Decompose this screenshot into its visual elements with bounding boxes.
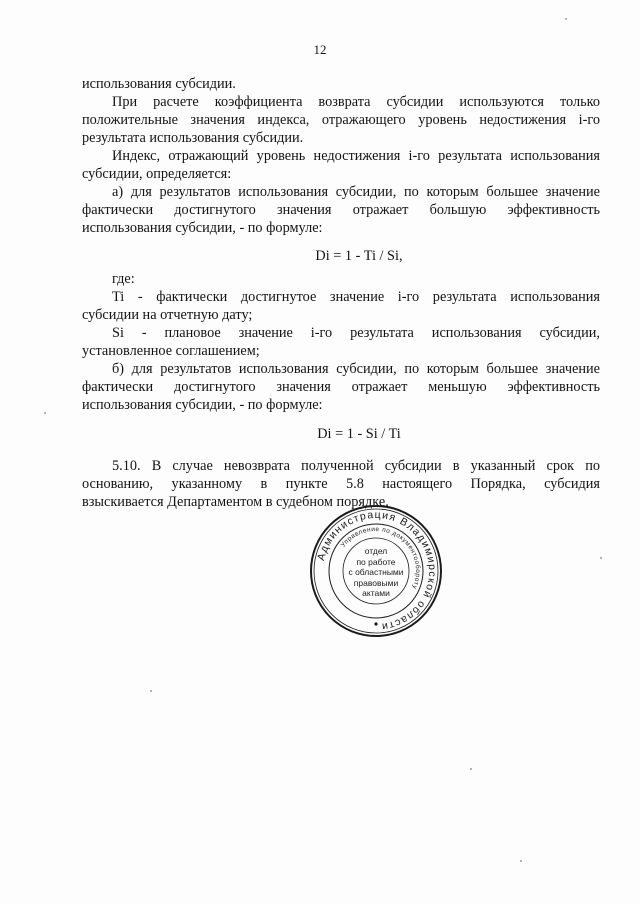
- formula-2: Di = 1 - Si / Ti: [317, 426, 401, 442]
- text-line: использования субсидии, - по формуле:: [82, 397, 323, 413]
- seal-center-line: с областными: [348, 567, 404, 577]
- scan-speck: [44, 412, 46, 414]
- text-line: взыскивается Департаментом в судебном порядке.: [82, 494, 389, 510]
- seal-center-text: [308, 546, 444, 599]
- text-line: установленное соглашением;: [82, 343, 260, 359]
- text-line: основанию, указанному в пункте 5.8 настоящего Порядка, субсидия: [82, 476, 600, 492]
- scan-speck: [600, 557, 602, 559]
- scan-speck: [565, 18, 567, 20]
- text-line: использования субсидии, - по формуле:: [82, 220, 323, 236]
- text-line: Индекс, отражающий уровень недостижения i-го результата использования: [112, 148, 600, 164]
- scan-speck: [470, 768, 472, 770]
- official-seal: [308, 503, 444, 639]
- seal-center-line: правовыми: [353, 577, 399, 588]
- text-line: положительные значения индекса, отражающего уровень недостижения i-го: [82, 112, 600, 128]
- seal-inner-text: Управление по документообороту: [339, 525, 422, 591]
- text-line: а) для результатов использования субсидии, по которым большее значение: [112, 184, 600, 200]
- seal-outer-text: Администрация Владимирской области: [315, 508, 439, 633]
- page-number: 12: [313, 42, 327, 57]
- scan-speck: [520, 860, 522, 862]
- seal-star-icon: [374, 622, 377, 625]
- text-line: При расчете коэффициента возврата субсидии используются только: [112, 94, 600, 110]
- text-line: субсидии, определяется:: [82, 166, 232, 182]
- text-line: Si - плановое значение i-го результата использования субсидии,: [112, 325, 600, 341]
- text-line: где:: [112, 271, 135, 287]
- seal-center-line: отдел: [364, 546, 388, 556]
- formula-1: Di = 1 - Ti / Si,: [315, 248, 403, 264]
- text-line: 5.10. В случае невозврата полученной субсидии в указанный срок по: [112, 458, 600, 474]
- text-line: фактически достигнутого значения отражает меньшую эффективность: [82, 379, 600, 395]
- seal-center-line: по работе: [356, 556, 396, 567]
- text-line: фактически достигнутого значения отражает большую эффективность: [82, 202, 600, 218]
- seal-center-line: актами: [362, 588, 390, 598]
- text-line: использования субсидии.: [82, 76, 236, 92]
- text-line: субсидии на отчетную дату;: [82, 307, 253, 323]
- text-line: б) для результатов использования субсидии, по которым большее значение: [112, 361, 600, 377]
- text-line: Ti - фактически достигнутое значение i-го результата использования: [112, 289, 600, 305]
- scan-speck: [150, 690, 152, 692]
- text-line: результата использования субсидии.: [82, 130, 304, 146]
